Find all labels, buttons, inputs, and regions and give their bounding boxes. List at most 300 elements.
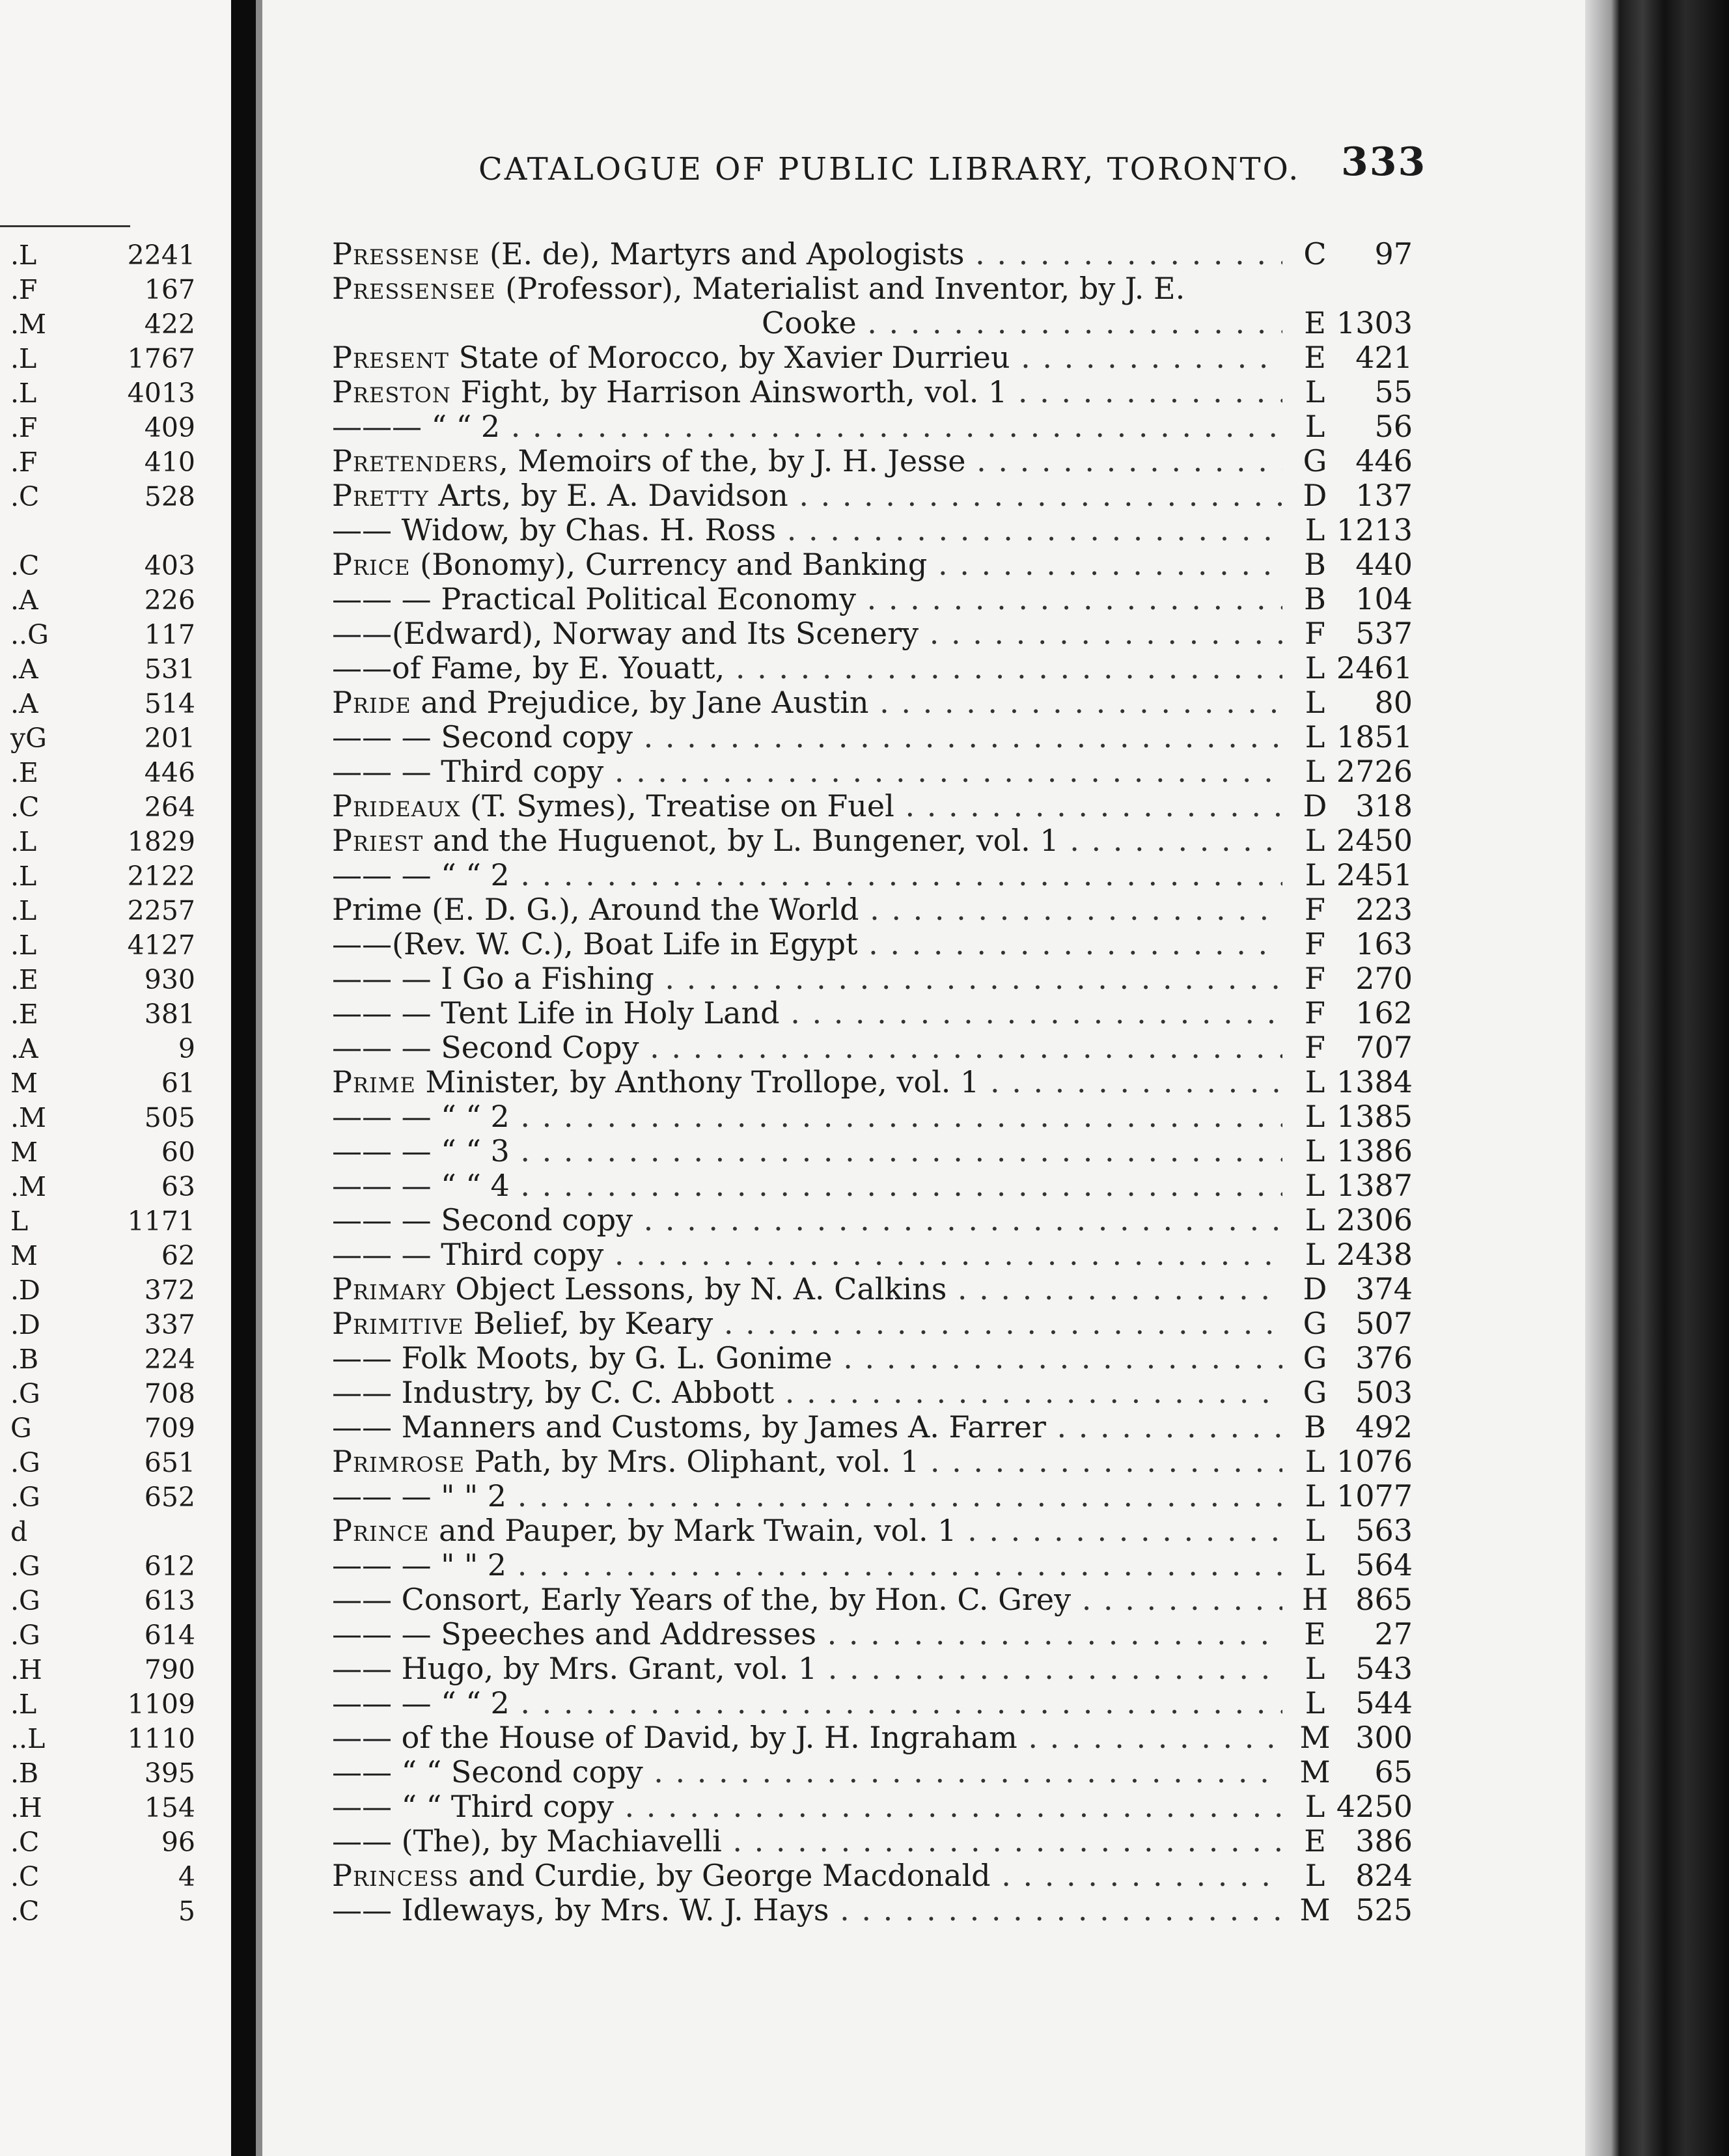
previous-page-row xyxy=(0,1446,195,1480)
shelf-number: 2257 xyxy=(127,895,195,926)
shelf-number: 1385 xyxy=(1335,1099,1413,1134)
catalogue-entry xyxy=(332,513,1413,547)
entry-title xyxy=(332,375,1282,409)
class-letter: M xyxy=(10,1137,38,1168)
entry-keyword: Pride xyxy=(332,685,411,720)
shelf-number: 56 xyxy=(1335,409,1413,444)
entry-text: (The), by Machiavelli xyxy=(392,1824,722,1859)
entry-title xyxy=(332,651,1282,685)
entry-title xyxy=(332,1790,1282,1824)
shelf-number: 440 xyxy=(1335,547,1413,582)
ditto-dash: —— xyxy=(332,927,392,961)
previous-page-row xyxy=(0,687,195,721)
class-letter: L xyxy=(1295,858,1335,892)
entry-title xyxy=(332,823,1282,858)
class-letter: D xyxy=(1295,789,1335,823)
class-letter: L xyxy=(1295,1548,1335,1582)
shelf-number: 824 xyxy=(1335,1859,1413,1893)
shelf-number: 492 xyxy=(1335,1410,1413,1444)
entry-text: — Third copy xyxy=(392,754,604,789)
entry-title xyxy=(332,789,1282,823)
previous-page-row xyxy=(0,1377,195,1411)
entry-title xyxy=(332,1548,1282,1582)
entry-title xyxy=(332,582,1282,616)
shelf-number: 2726 xyxy=(1335,754,1413,789)
entry-title xyxy=(332,996,1282,1030)
shelf-number: 154 xyxy=(144,1792,195,1823)
catalogue-entry xyxy=(332,823,1413,858)
shelf-number: 137 xyxy=(1335,478,1413,513)
class-letter: L xyxy=(1295,1099,1335,1134)
entry-title xyxy=(332,547,1282,582)
catalogue-entry xyxy=(332,582,1413,616)
shelf-number: 2122 xyxy=(127,861,195,892)
previous-page-row xyxy=(0,1653,195,1687)
previous-page-row xyxy=(0,549,195,583)
running-title: CATALOGUE OF PUBLIC LIBRARY, TORONTO. xyxy=(478,151,1301,187)
entry-keyword: Prince xyxy=(332,1513,430,1548)
class-letter: D xyxy=(1295,478,1335,513)
entry-title xyxy=(332,1686,1282,1721)
entry-keyword: Princess xyxy=(332,1859,459,1893)
entry-text: — “ “ 2 xyxy=(392,409,501,444)
entry-text: Consort, Early Years of the, by Hon. C. Grey xyxy=(392,1582,1072,1617)
class-letter: F xyxy=(1295,892,1335,927)
catalogue-entry xyxy=(332,858,1413,892)
catalogue-entries xyxy=(332,237,1413,1928)
entry-title xyxy=(332,306,1282,340)
catalogue-entry xyxy=(332,754,1413,789)
shelf-number: 4013 xyxy=(127,378,195,409)
shelf-number: 422 xyxy=(144,309,195,340)
previous-page-row xyxy=(0,1722,195,1756)
previous-page-row xyxy=(0,756,195,790)
catalogue-entry xyxy=(332,1030,1413,1065)
catalogue-entry xyxy=(332,1341,1413,1375)
catalogue-entry xyxy=(332,1168,1413,1203)
class-letter: .A xyxy=(10,585,38,616)
class-letter: .L xyxy=(10,826,37,857)
entry-title xyxy=(332,754,1282,789)
previous-page-row xyxy=(0,1825,195,1860)
page-number: 333 xyxy=(1341,139,1427,185)
class-letter: L xyxy=(1295,1479,1335,1513)
class-letter: L xyxy=(1295,685,1335,720)
shelf-number: 104 xyxy=(1335,582,1413,616)
entry-title xyxy=(332,927,1282,961)
previous-page-row xyxy=(0,1308,195,1342)
ditto-dash: —— xyxy=(332,1479,392,1513)
shelf-number: 167 xyxy=(144,274,195,305)
entry-text: Fight, by Harrison Ainsworth, vol. 1 xyxy=(450,375,1008,409)
catalogue-entry xyxy=(332,961,1413,996)
catalogue-entry xyxy=(332,1065,1413,1099)
entry-text: and Prejudice, by Jane Austin xyxy=(411,685,869,720)
catalogue-entry xyxy=(332,237,1413,271)
previous-page-row xyxy=(0,376,195,411)
ditto-dash: —— xyxy=(332,1893,392,1928)
class-letter: E xyxy=(1295,340,1335,375)
previous-page-row xyxy=(0,652,195,687)
class-letter: H xyxy=(1295,1582,1335,1617)
class-letter: L xyxy=(1295,1134,1335,1168)
shelf-number: 2306 xyxy=(1335,1203,1413,1237)
entry-text: — I Go a Fishing xyxy=(392,961,654,996)
class-letter: .A xyxy=(10,1033,38,1064)
previous-page-row xyxy=(0,273,195,307)
ditto-dash: —— xyxy=(332,1721,392,1755)
ditto-dash: —— xyxy=(332,1030,392,1065)
shelf-number: 409 xyxy=(144,412,195,443)
previous-page-row xyxy=(0,445,195,480)
class-letter: .G xyxy=(10,1585,40,1616)
entry-title xyxy=(332,1306,1282,1341)
previous-page-row xyxy=(0,1756,195,1791)
entry-title xyxy=(332,685,1282,720)
previous-page-call-numbers xyxy=(0,238,195,1929)
entry-title xyxy=(332,513,1282,547)
entry-title xyxy=(332,1617,1282,1652)
class-letter: L xyxy=(1295,1168,1335,1203)
shelf-number: 224 xyxy=(144,1344,195,1375)
class-letter: L xyxy=(1295,1237,1335,1272)
shelf-number: 2450 xyxy=(1335,823,1413,858)
class-letter: F xyxy=(1295,996,1335,1030)
shelf-number: 1110 xyxy=(127,1723,195,1754)
class-letter: .B xyxy=(10,1344,39,1375)
shelf-number: 61 xyxy=(161,1068,195,1099)
class-letter: G xyxy=(10,1413,32,1444)
entry-title xyxy=(332,1099,1282,1134)
previous-page-row xyxy=(0,1273,195,1308)
entry-text: Path, by Mrs. Oliphant, vol. 1 xyxy=(465,1444,920,1479)
class-letter: .C xyxy=(10,1861,40,1892)
catalogue-entry xyxy=(332,444,1413,478)
shelf-number: 652 xyxy=(144,1482,195,1513)
class-letter: .L xyxy=(10,240,37,271)
shelf-number: 62 xyxy=(161,1240,195,1271)
class-letter: M xyxy=(1295,1721,1335,1755)
entry-text: and Curdie, by George Macdonald xyxy=(458,1859,991,1893)
shelf-number: 1384 xyxy=(1335,1065,1413,1099)
shelf-number: 544 xyxy=(1335,1686,1413,1721)
shelf-number: 1109 xyxy=(127,1689,195,1720)
shelf-number: 2451 xyxy=(1335,858,1413,892)
entry-title xyxy=(332,1375,1282,1410)
previous-page-row xyxy=(0,1066,195,1101)
entry-keyword: Primitive xyxy=(332,1306,464,1341)
entry-text: (Bonomy), Currency and Banking xyxy=(410,547,928,582)
entry-text: — Practical Political Economy xyxy=(392,582,856,616)
shelf-number: 2461 xyxy=(1335,651,1413,685)
class-letter: L xyxy=(1295,1203,1335,1237)
entry-keyword: Price xyxy=(332,547,411,582)
entry-text: State of Morocco, by Xavier Durrieu xyxy=(449,340,1010,375)
class-letter: G xyxy=(1295,1306,1335,1341)
class-letter: .C xyxy=(10,792,40,823)
entry-text: “ “ Third copy xyxy=(392,1790,614,1824)
entry-text: and Pauper, by Mark Twain, vol. 1 xyxy=(429,1513,957,1548)
entry-text: Cooke xyxy=(762,306,857,340)
shelf-number: 707 xyxy=(1335,1030,1413,1065)
entry-title xyxy=(332,1168,1282,1203)
class-letter: d xyxy=(10,1516,28,1547)
previous-page-row xyxy=(0,411,195,445)
catalogue-entry xyxy=(332,271,1413,306)
class-letter: .A xyxy=(10,654,38,685)
shelf-number: 264 xyxy=(144,792,195,823)
class-letter: .G xyxy=(10,1620,40,1651)
entry-title xyxy=(332,858,1282,892)
previous-page-row xyxy=(0,238,195,273)
shelf-number: 505 xyxy=(144,1102,195,1133)
entry-text: of the House of David, by J. H. Ingraham xyxy=(392,1721,1017,1755)
shelf-number: 318 xyxy=(1335,789,1413,823)
shelf-number: 446 xyxy=(1335,444,1413,478)
ditto-dash: —— xyxy=(332,996,392,1030)
shelf-number: 226 xyxy=(144,585,195,616)
shelf-number: 376 xyxy=(1335,1341,1413,1375)
entry-text: — " " 2 xyxy=(392,1479,507,1513)
previous-page-fragment xyxy=(0,0,234,2156)
shelf-number: 1171 xyxy=(127,1206,195,1237)
entry-title xyxy=(332,1721,1282,1755)
previous-page-row xyxy=(0,1480,195,1515)
catalogue-entry xyxy=(332,892,1413,927)
ditto-dash: —— xyxy=(332,616,392,651)
class-letter: .G xyxy=(10,1551,40,1582)
catalogue-entry xyxy=(332,996,1413,1030)
entry-title xyxy=(332,1341,1282,1375)
previous-page-row xyxy=(0,997,195,1032)
ditto-dash: —— xyxy=(332,651,392,685)
shelf-number: 1076 xyxy=(1335,1444,1413,1479)
ditto-dash: —— xyxy=(332,961,392,996)
entry-title xyxy=(332,616,1282,651)
entry-title xyxy=(332,1859,1282,1893)
shelf-number: 5 xyxy=(178,1896,195,1927)
catalogue-entry xyxy=(332,1893,1413,1928)
entry-text: Belief, by Keary xyxy=(463,1306,713,1341)
catalogue-entry xyxy=(332,1859,1413,1893)
catalogue-entry xyxy=(332,1513,1413,1548)
previous-page-row xyxy=(0,825,195,859)
entry-text: , Memoirs of the, by J. H. Jesse xyxy=(499,444,966,478)
previous-page-row xyxy=(0,1239,195,1273)
entry-text: — Second Copy xyxy=(392,1030,639,1065)
class-letter: .C xyxy=(10,550,40,581)
entry-keyword: Priest xyxy=(332,823,424,858)
class-letter: L xyxy=(1295,1513,1335,1548)
class-letter: L xyxy=(1295,375,1335,409)
class-letter: L xyxy=(1295,1444,1335,1479)
shelf-number: 507 xyxy=(1335,1306,1413,1341)
shelf-number: 4127 xyxy=(127,930,195,961)
class-letter: .M xyxy=(10,1102,47,1133)
entry-text: — “ “ 4 xyxy=(392,1168,510,1203)
catalogue-entry xyxy=(332,1790,1413,1824)
class-letter: B xyxy=(1295,582,1335,616)
shelf-number: 65 xyxy=(1335,1755,1413,1790)
shelf-number: 117 xyxy=(144,619,195,650)
catalogue-entry xyxy=(332,1410,1413,1444)
class-letter: .C xyxy=(10,481,40,512)
entry-text: Manners and Customs, by James A. Farrer xyxy=(392,1410,1046,1444)
shelf-number: 865 xyxy=(1335,1582,1413,1617)
shelf-number: 300 xyxy=(1335,1721,1413,1755)
previous-page-row xyxy=(0,1515,195,1549)
catalogue-entry xyxy=(332,1824,1413,1859)
shelf-number: 613 xyxy=(144,1585,195,1616)
entry-title xyxy=(332,1444,1282,1479)
class-letter: .F xyxy=(10,447,38,478)
entry-text: — " " 2 xyxy=(392,1548,507,1582)
catalogue-entry xyxy=(332,720,1413,754)
entry-text: — Speeches and Addresses xyxy=(392,1617,816,1652)
entry-text: (E. de), Martyrs and Apologists xyxy=(480,237,965,271)
entry-title xyxy=(332,1272,1282,1306)
class-letter: M xyxy=(1295,1893,1335,1928)
previous-page-row xyxy=(0,342,195,376)
previous-page-row xyxy=(0,1170,195,1204)
class-letter: .E xyxy=(10,964,38,995)
catalogue-entry xyxy=(332,1272,1413,1306)
shelf-number: 564 xyxy=(1335,1548,1413,1582)
ditto-dash: —— xyxy=(332,1686,392,1721)
class-letter: .A xyxy=(10,688,38,719)
class-letter: .G xyxy=(10,1482,40,1513)
catalogue-entry xyxy=(332,616,1413,651)
entry-title xyxy=(332,1134,1282,1168)
ditto-dash: —— xyxy=(332,1582,392,1617)
class-letter: L xyxy=(1295,754,1335,789)
class-letter: .L xyxy=(10,861,37,892)
class-letter: L xyxy=(1295,1790,1335,1824)
class-letter: .M xyxy=(10,309,47,340)
previous-page-row xyxy=(0,1791,195,1825)
shelf-number: 395 xyxy=(144,1758,195,1789)
class-letter: L xyxy=(1295,1065,1335,1099)
entry-text: Folk Moots, by G. L. Gonime xyxy=(392,1341,833,1375)
shelf-number: 531 xyxy=(144,654,195,685)
entry-keyword: Primrose xyxy=(332,1444,465,1479)
shelf-number: 1387 xyxy=(1335,1168,1413,1203)
entry-keyword: Pressense xyxy=(332,237,480,271)
class-letter: .H xyxy=(10,1654,42,1685)
entry-text: — “ “ 2 xyxy=(392,1686,510,1721)
class-letter: .M xyxy=(10,1171,47,1202)
shelf-number: 930 xyxy=(144,964,195,995)
catalogue-entry xyxy=(332,1099,1413,1134)
shelf-number: 1303 xyxy=(1335,306,1413,340)
ditto-dash: —— xyxy=(332,513,392,547)
class-letter: E xyxy=(1295,1617,1335,1652)
shelf-number: 543 xyxy=(1335,1652,1413,1686)
ditto-dash: —— xyxy=(332,858,392,892)
shelf-number: 80 xyxy=(1335,685,1413,720)
class-letter: F xyxy=(1295,961,1335,996)
previous-page-row xyxy=(0,1549,195,1584)
catalogue-entry xyxy=(332,1582,1413,1617)
class-letter: L xyxy=(1295,1652,1335,1686)
previous-page-row xyxy=(0,1411,195,1446)
shelf-number: 1386 xyxy=(1335,1134,1413,1168)
shelf-number: 372 xyxy=(144,1275,195,1306)
shelf-number: 1213 xyxy=(1335,513,1413,547)
entry-text: — Third copy xyxy=(392,1237,604,1272)
shelf-number: 201 xyxy=(144,723,195,754)
catalogue-entry xyxy=(332,478,1413,513)
entry-text: “ “ Second copy xyxy=(392,1755,643,1790)
shelf-number: 27 xyxy=(1335,1617,1413,1652)
shelf-number: 614 xyxy=(144,1620,195,1651)
previous-page-row xyxy=(0,1894,195,1929)
shelf-number: 709 xyxy=(144,1413,195,1444)
class-letter: L xyxy=(1295,720,1335,754)
ditto-dash: —— xyxy=(332,1168,392,1203)
catalogue-entry xyxy=(332,340,1413,375)
entry-title xyxy=(332,237,1282,271)
entry-text: — Second copy xyxy=(392,720,633,754)
entry-text: — “ “ 2 xyxy=(392,858,510,892)
class-letter: .L xyxy=(10,378,37,409)
previous-page-row xyxy=(0,1584,195,1618)
catalogue-entry xyxy=(332,789,1413,823)
entry-title xyxy=(332,1755,1282,1790)
entry-text: Arts, by E. A. Davidson xyxy=(428,478,788,513)
class-letter: F xyxy=(1295,1030,1335,1065)
class-letter: .E xyxy=(10,999,38,1030)
entry-title xyxy=(332,1824,1282,1859)
shelf-number: 528 xyxy=(144,481,195,512)
entry-keyword: Pretty xyxy=(332,478,429,513)
shelf-number: 163 xyxy=(1335,927,1413,961)
shelf-number: 9 xyxy=(178,1033,195,1064)
entry-title xyxy=(332,409,1282,444)
ditto-dash: —— xyxy=(332,1341,392,1375)
ditto-dash: —— xyxy=(332,1237,392,1272)
entry-text: — Second copy xyxy=(392,1203,633,1237)
entry-title xyxy=(332,1893,1282,1928)
entry-title xyxy=(332,720,1282,754)
ditto-dash: —— xyxy=(332,1548,392,1582)
class-letter: E xyxy=(1295,306,1335,340)
class-letter: G xyxy=(1295,444,1335,478)
ditto-dash: —— xyxy=(332,1824,392,1859)
entry-text: Prime (E. D. G.), Around the World xyxy=(332,892,859,927)
ditto-dash: —— xyxy=(332,754,392,789)
shelf-number: 708 xyxy=(144,1378,195,1409)
ditto-dash: —— xyxy=(332,1099,392,1134)
page-edge-stack xyxy=(1585,0,1729,2156)
shelf-number: 410 xyxy=(144,447,195,478)
shelf-number: 1851 xyxy=(1335,720,1413,754)
previous-page-row xyxy=(0,1860,195,1894)
entry-text: Minister, by Anthony Trollope, vol. 1 xyxy=(415,1065,980,1099)
class-letter: M xyxy=(1295,1755,1335,1790)
catalogue-entry xyxy=(332,1306,1413,1341)
entry-text: of Fame, by E. Youatt, xyxy=(392,651,725,685)
catalogue-entry xyxy=(332,1375,1413,1410)
catalogue-entry xyxy=(332,1237,1413,1272)
header-rule xyxy=(0,225,130,227)
class-letter: .L xyxy=(10,343,37,374)
catalogue-entry xyxy=(332,1721,1413,1755)
previous-page-row xyxy=(0,928,195,963)
entry-title xyxy=(332,271,1282,306)
entry-title xyxy=(332,1203,1282,1237)
entry-text: Hugo, by Mrs. Grant, vol. 1 xyxy=(392,1652,818,1686)
